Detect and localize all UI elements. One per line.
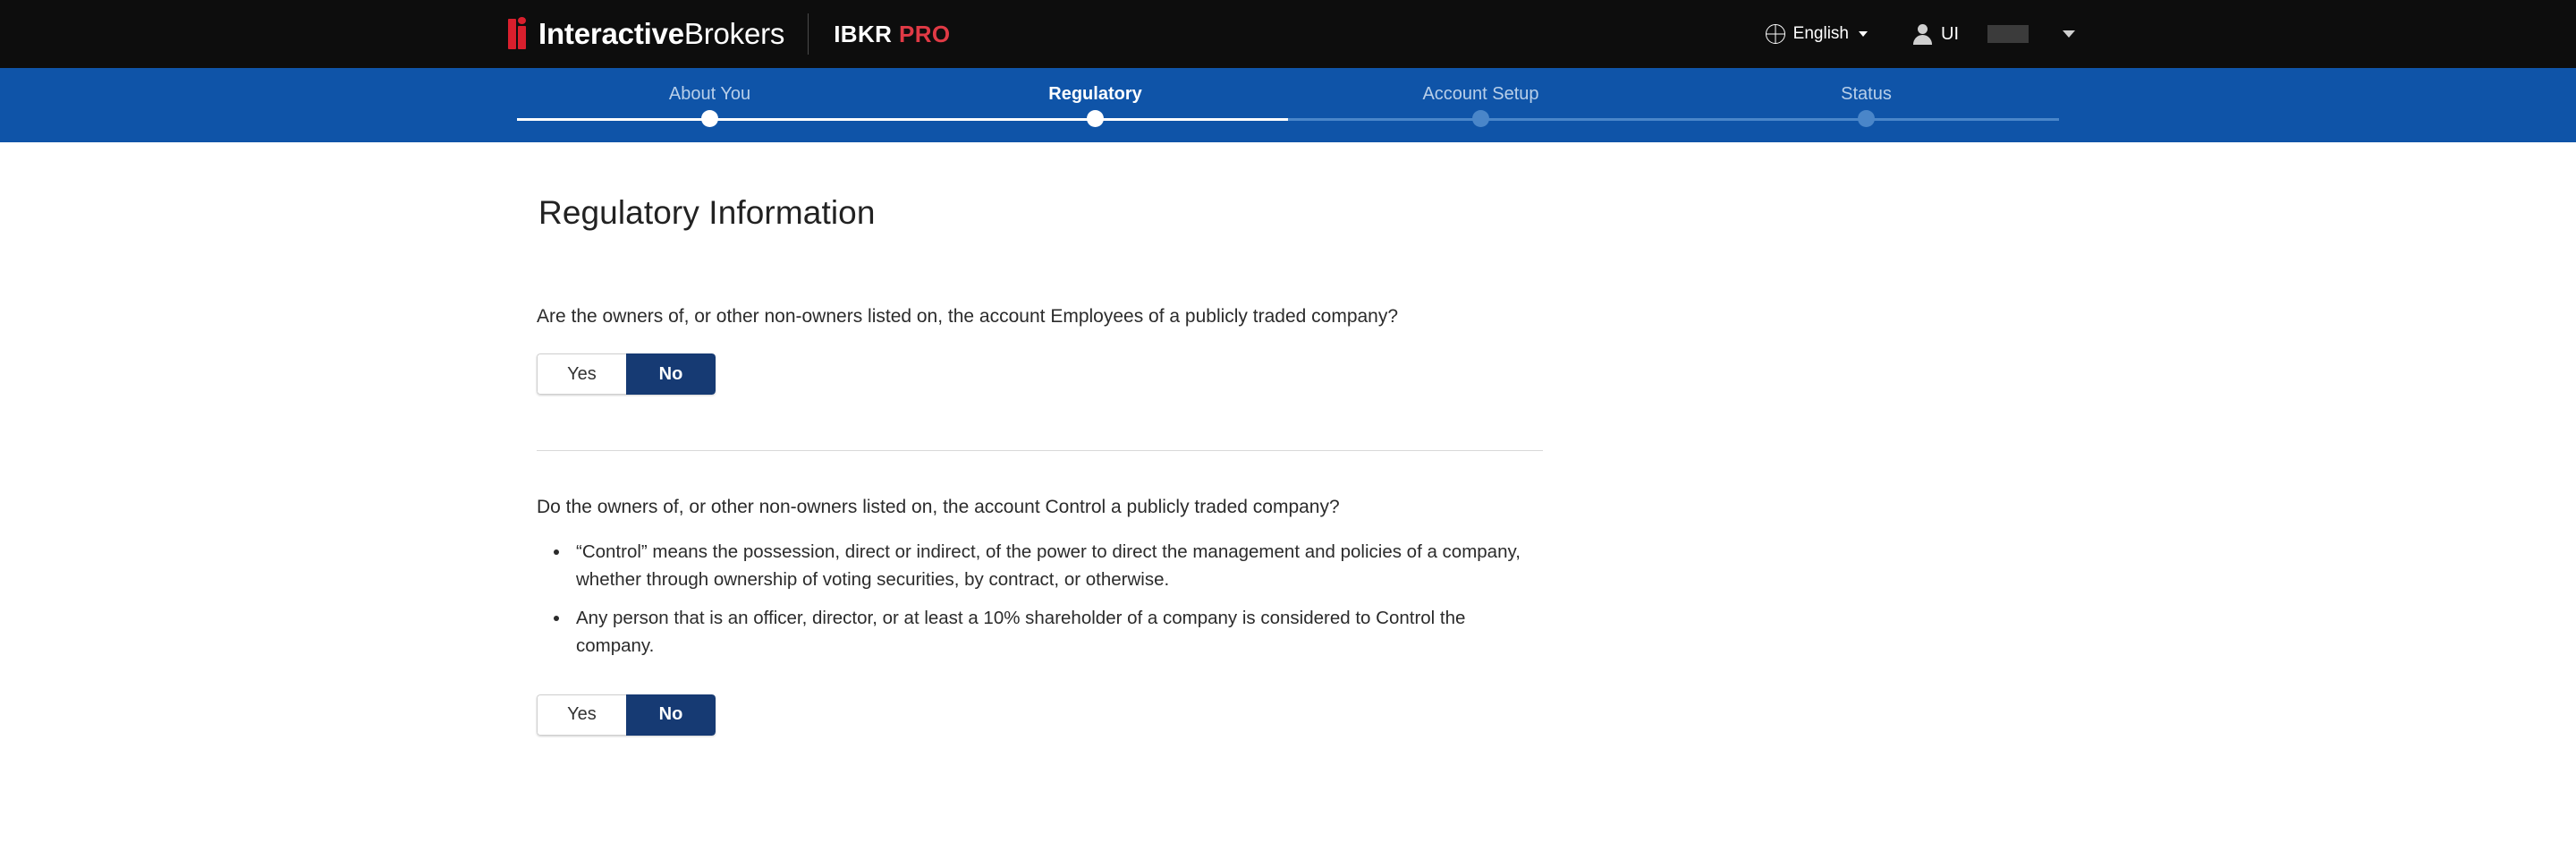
step-labels <box>517 68 2059 109</box>
globe-icon <box>1766 24 1785 44</box>
question-bullet-list <box>537 538 1538 660</box>
no-option[interactable]: No <box>626 353 716 395</box>
yes-no-toggle-employees[interactable] <box>537 353 716 395</box>
step-node-account-setup[interactable] <box>1472 110 1489 127</box>
yes-no-toggle-control[interactable] <box>537 694 716 736</box>
chevron-down-icon <box>2063 30 2075 38</box>
interactive-brokers-logo-icon <box>506 15 531 53</box>
user-id-label: UI <box>1941 23 1959 44</box>
step-status[interactable]: Status <box>1841 84 1892 104</box>
step-about-you[interactable]: About You <box>668 84 751 104</box>
list-item: • Any person that is an officer, director, or at least a 10% shareholder of a company is considered to Control the company. <box>571 604 1538 660</box>
main-content <box>0 142 2576 736</box>
header-divider <box>808 13 809 55</box>
page-title: Regulatory Information <box>538 194 876 231</box>
question-text: Are the owners of, or other non-owners listed on, the account Employees of a publicly traded company? <box>537 306 1399 327</box>
step-regulatory[interactable]: Regulatory <box>1048 84 1142 104</box>
step-node-status[interactable] <box>1858 110 1875 127</box>
step-node-about-you[interactable] <box>701 110 718 127</box>
step-node-regulatory[interactable] <box>1087 110 1104 127</box>
chevron-down-icon <box>1859 31 1868 37</box>
section-divider <box>537 450 1543 451</box>
question-section-control <box>537 494 1543 735</box>
step-nodes <box>517 110 2059 127</box>
user-icon <box>1912 23 1932 45</box>
question-text: Do the owners of, or other non-owners listed on, the account Control a publicly traded company? <box>537 497 1340 518</box>
steps-container <box>517 68 2059 142</box>
brand-wordmark <box>538 17 784 51</box>
product-badge <box>834 21 950 48</box>
question-section-employees <box>537 303 1543 395</box>
yes-option[interactable]: Yes <box>537 353 626 395</box>
header-right-controls <box>1766 0 2075 68</box>
product-tier: PRO <box>898 20 951 47</box>
brand-wordmark-light: Brokers <box>683 17 785 50</box>
redacted-user-field <box>1987 25 2029 43</box>
list-item: • “Control” means the possession, direct or indirect, of the power to direct the management and policies of a company, whether through ownership of voting securities, by contract, or otherwise. <box>571 538 1538 593</box>
top-navigation-bar <box>0 0 2576 68</box>
no-option[interactable]: No <box>626 694 716 736</box>
user-menu[interactable] <box>1912 23 2075 45</box>
product-name: IBKR <box>834 20 893 47</box>
brand-logo[interactable] <box>506 15 784 53</box>
step-account-setup[interactable]: Account Setup <box>1422 84 1539 104</box>
application-step-navigation <box>0 68 2576 142</box>
language-label: English <box>1792 24 1849 43</box>
brand-wordmark-bold: Interactive <box>538 17 684 50</box>
language-selector[interactable] <box>1766 24 1868 44</box>
yes-option[interactable]: Yes <box>537 694 626 736</box>
